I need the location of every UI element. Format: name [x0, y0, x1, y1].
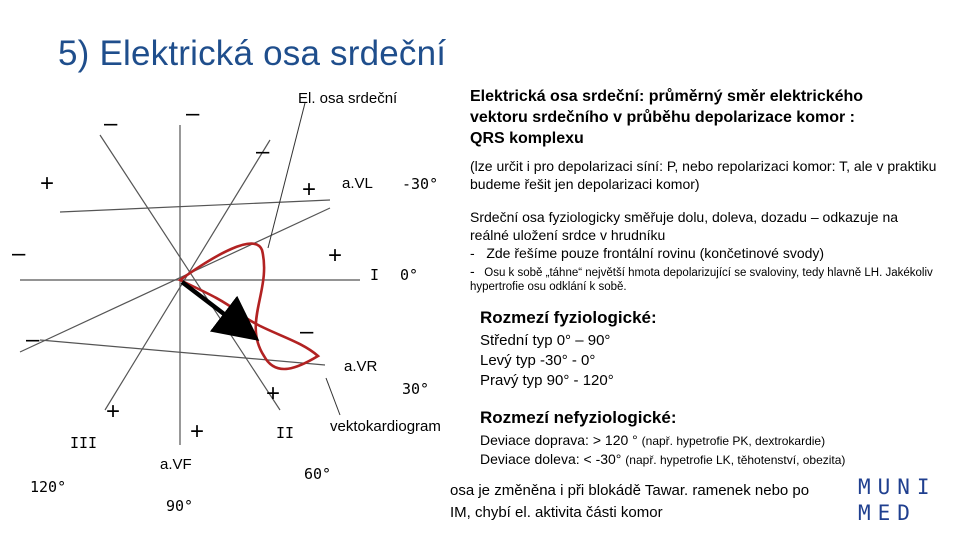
lead-avr-diag-line: [40, 340, 325, 365]
definition-bold: Elektrická osa srdeční: průměrný směr elektrického vektoru srdečního v průběhu depolarizace komor : QRS komplexu: [470, 88, 864, 147]
blocks-note: osa je změněna i při blokádě Tawar. ramenek nebo po IM, chybí el. aktivita části komor: [450, 482, 810, 521]
lead-avl-label: a.VL: [342, 175, 373, 192]
deviation-left-note: (např. hypetrofie LK, těhotenství, obezita): [625, 453, 846, 467]
vecto-pointer: [326, 378, 340, 415]
bullet-marker: -: [470, 245, 475, 261]
sign-plus: +: [40, 170, 55, 197]
logo-line-2: MED: [858, 501, 917, 525]
deviation-right-note: (např. hypetrofie PK, dextrokardie): [641, 434, 826, 448]
sign-minus: –: [256, 138, 270, 165]
physiological-direction: Srdeční osa fyziologicky směřuje dolu, doleva, dozadu – odkazuje na reálné uložení srdce v hrudníku: [470, 209, 899, 243]
nonphysio-range-title: Rozmezí nefyziologické:: [480, 408, 677, 427]
deviation-right: [480, 432, 825, 448]
lead-i-label: I: [370, 266, 380, 284]
sign-plus: +: [190, 418, 205, 445]
sign-minus: –: [300, 318, 314, 345]
lead-ii-label: II: [276, 424, 295, 442]
range-1: Střední typ 0° – 90°: [480, 332, 611, 349]
angle-thirty: 30°: [402, 380, 430, 398]
angle-ninety: 90°: [166, 497, 194, 515]
deviation-left: [480, 451, 845, 467]
definition-note: (lze určit i pro depolarizaci síní: P, nebo repolarizaci komor: T, ale v praktiku budeme řešit jen depolarizaci komor): [470, 158, 937, 192]
deviation-left-main: Deviace doleva: < -30°: [480, 451, 622, 467]
logo-line-1: MUNI: [858, 475, 937, 499]
bullet-marker: -: [470, 263, 475, 279]
range-3: Pravý typ 90° - 120°: [480, 372, 614, 389]
vectorcardiogram-loop: [180, 244, 318, 369]
bullet-1-text: Zde řešíme pouze frontální rovinu (končetinové svody): [486, 245, 825, 261]
el-axis-pointer: [268, 103, 305, 248]
bullet-2-text: Osu k sobě „táhne“ největší hmota depolarizující se svaloviny, tedy hlavně LH. Jakékoliv hypertrofie osu odklání k sobě.: [470, 267, 933, 293]
lead-avr-label: a.VR: [344, 358, 378, 375]
sign-plus: +: [328, 242, 343, 269]
sign-plus: +: [106, 398, 121, 425]
sign-minus: –: [104, 110, 118, 137]
angle-sixty: 60°: [304, 465, 332, 483]
deviation-right-main: Deviace doprava: > 120 °: [480, 432, 638, 448]
angle-zero: 0°: [400, 266, 419, 284]
angle-minus30: -30°: [402, 175, 439, 193]
lead-iii-label: III: [70, 434, 98, 452]
sign-minus: –: [12, 240, 26, 267]
electric-axis-arrow: [182, 282, 245, 330]
angle-onetwenty: 120°: [30, 478, 67, 496]
bullet-2: [470, 264, 940, 294]
sign-minus: –: [186, 100, 200, 127]
sign-plus: +: [302, 176, 317, 203]
page-title: 5) Elektrická osa srdeční: [58, 34, 447, 73]
sign-minus: –: [26, 326, 40, 353]
muni-med-logo: [858, 474, 937, 526]
bullet-1: [470, 244, 940, 262]
lead-avf-label: a.VF: [160, 456, 192, 473]
lead-avl-line: [60, 200, 330, 212]
physio-range-title: Rozmezí fyziologické:: [480, 308, 657, 327]
range-2: Levý typ -30° - 0°: [480, 352, 596, 369]
sign-plus: +: [266, 380, 281, 407]
vectorcardiogram-label: vektokardiogram: [330, 418, 441, 435]
el-axis-label: El. osa srdeční: [298, 90, 398, 107]
